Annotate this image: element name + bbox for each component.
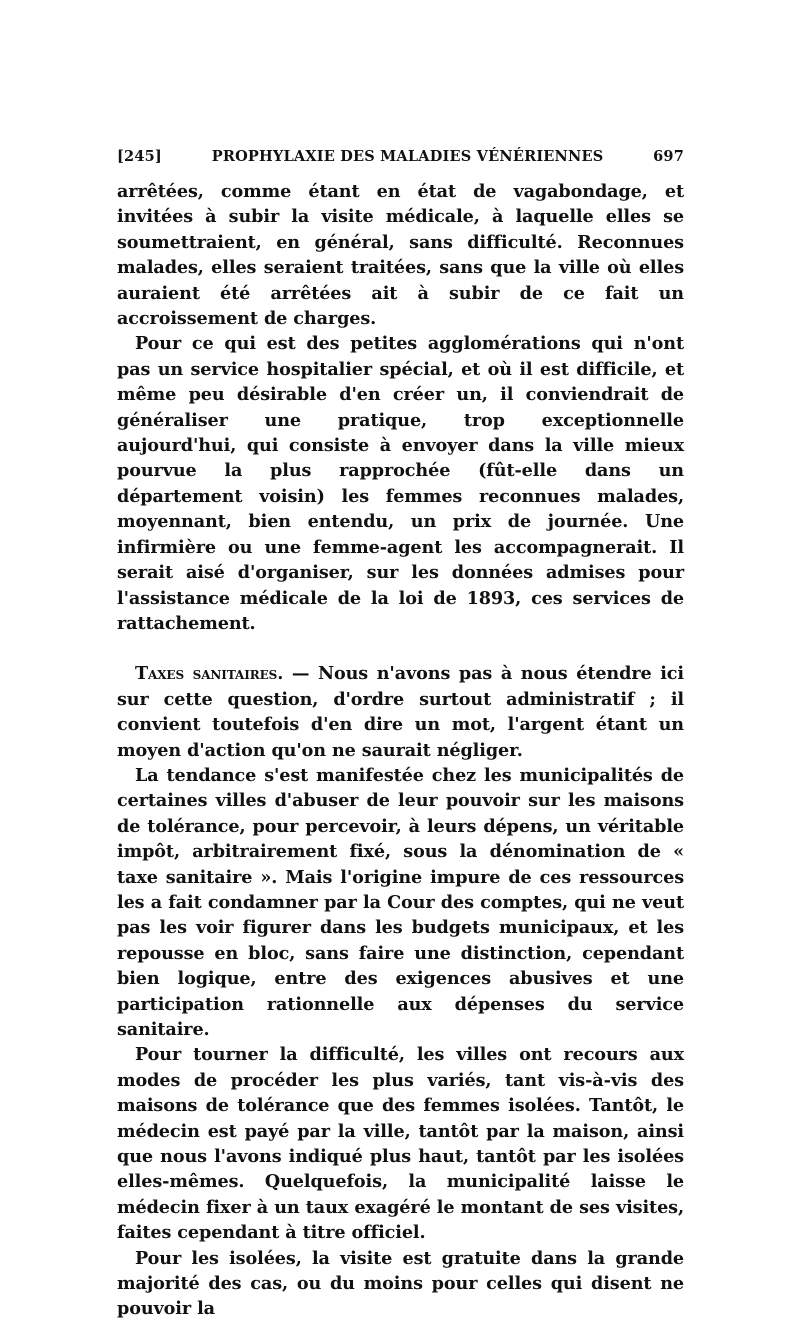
page-number: 697	[653, 148, 684, 165]
running-title: PROPHYLAXIE DES MALADIES VÉNÉRIENNES	[211, 148, 604, 165]
body-text	[117, 179, 684, 1322]
book-page	[117, 148, 684, 1322]
section-spacer	[117, 636, 684, 661]
running-header	[117, 148, 684, 165]
section-heading: Taxes sanitaires.	[135, 663, 284, 685]
paragraph-3: La tendance s'est manifestée chez les municipalités de certaines villes d'abuser de leur pouvoir sur les maisons de tolérance, pour percevoir, à leurs dépens, un véritable impôt, arbitrairement fixé, sous la dénomination de « taxe sanitaire ». Mais l'origine impure de ces ressources les a fait condamner par la Cour des comptes, qui ne veut pas les voir figurer dans les budgets municipaux, et les repousse en bloc, sans faire une distinction, cependant bien logique, entre des exigences abusives et une participation rationnelle aux dépenses du service sanitaire.	[117, 764, 684, 1040]
section-lead-text: — Nous n'avons pas à nous étendre ici sur cette question, d'ordre surtout administratif ; il convient toutefois d'en dire un mot, l'argent étant un moyen d'action qu'on ne saurait négliger.	[117, 663, 685, 761]
paragraph-4: Pour tourner la difficulté, les villes ont recours aux modes de procéder les plus variés, tant vis-à-vis des maisons de tolérance que des femmes isolées. Tantôt, le médecin est payé par la ville, tantôt par la maison, ainsi que nous l'avons indiqué plus haut, tantôt par les isolées elles-mêmes. Quelquefois, la municipalité laisse le médecin fixer à un taux exagéré le montant de ses visites, faites cependant à titre officiel.	[117, 1044, 684, 1244]
paragraph-5: Pour les isolées, la visite est gratuite dans la grande majorité des cas, ou du moins pour celles qui disent ne pouvoir la	[117, 1247, 684, 1320]
section-reference: [245]	[117, 148, 162, 165]
paragraph-1: arrêtées, comme étant en état de vagabondage, et invitées à subir la visite médicale, à laquelle elles se soumettraient, en général, sans difficulté. Reconnues malades, elles seraient traitées, sans que la ville où elles auraient été arrêtées ait à subir de ce fait un accroissement de charges.	[117, 181, 684, 330]
paragraph-2: Pour ce qui est des petites agglomérations qui n'ont pas un service hospitalier spécial, et où il est difficile, et même peu désirable d'en créer un, il conviendrait de généraliser une pratique, trop exceptionnelle aujourd'hui, qui consiste à envoyer dans la ville mieux pourvue la plus rapprochée (fût-elle dans un département voisin) les femmes reconnues malades, moyennant, bien entendu, un prix de journée. Une infirmière ou une femme-agent les accompagnerait. Il serait aisé d'organiser, sur les données admises pour l'assistance médicale de la loi de 1893, ces services de rattachement.	[117, 333, 684, 634]
section-lead-paragraph	[117, 661, 684, 763]
